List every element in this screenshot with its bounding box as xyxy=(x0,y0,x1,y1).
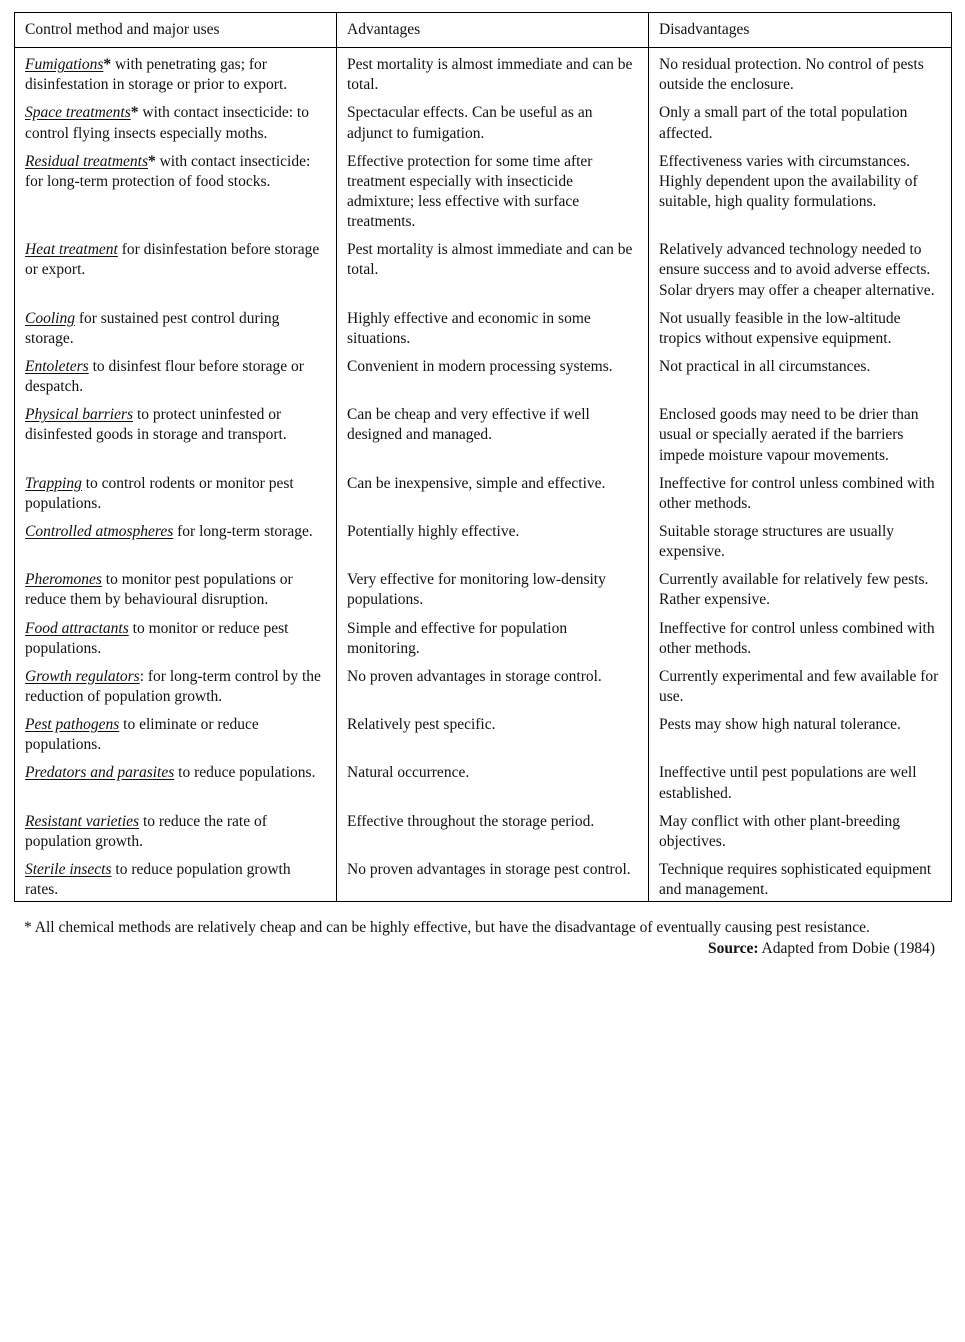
cell-control-method xyxy=(15,660,337,708)
cell-control-method xyxy=(15,467,337,515)
cell-disadvantages: Ineffective until pest populations are well established. xyxy=(649,756,952,804)
cell-advantages: Simple and effective for population monitoring. xyxy=(337,612,649,660)
method-description: to reduce the rate of population growth. xyxy=(25,812,267,850)
cell-control-method xyxy=(15,563,337,611)
method-term: Trapping xyxy=(25,474,82,492)
cell-disadvantages: Suitable storage structures are usually expensive. xyxy=(649,515,952,563)
table-row xyxy=(15,515,952,563)
cell-control-method xyxy=(15,515,337,563)
method-term: Residual treatments xyxy=(25,152,148,170)
cell-advantages: Pest mortality is almost immediate and can be total. xyxy=(337,48,649,97)
method-term: Resistant varieties xyxy=(25,812,140,830)
cell-advantages: Can be inexpensive, simple and effective. xyxy=(337,467,649,515)
table-row xyxy=(15,48,952,97)
table-row xyxy=(15,145,952,234)
method-description: for sustained pest control during storage. xyxy=(25,309,280,347)
cell-disadvantages: Ineffective for control unless combined with other methods. xyxy=(649,467,952,515)
cell-disadvantages: Currently experimental and few available for use. xyxy=(649,660,952,708)
cell-disadvantages: No residual protection. No control of pests outside the enclosure. xyxy=(649,48,952,97)
method-term: Pheromones xyxy=(25,571,102,589)
table-row xyxy=(15,853,952,902)
method-term: Cooling xyxy=(25,309,75,327)
method-description: to reduce populations. xyxy=(174,764,316,782)
method-term: Heat treatment xyxy=(25,241,118,259)
cell-advantages: Effective protection for some time after treatment especially with insecticide admixture; less effective with surface treatments. xyxy=(337,145,649,234)
table-row xyxy=(15,350,952,398)
cell-disadvantages: Relatively advanced technology needed to ensure success and to avoid adverse effects. Solar dryers may offer a cheaper alternative. xyxy=(649,233,952,301)
method-term: Space treatments xyxy=(25,104,131,122)
footnote-text: * All chemical methods are relatively cheap and can be highly effective, but have the disadvantage of eventually causing pest resistance. xyxy=(24,919,870,937)
cell-advantages: Convenient in modern processing systems. xyxy=(337,350,649,398)
table-row xyxy=(15,805,952,853)
table-row xyxy=(15,302,952,350)
cell-control-method xyxy=(15,302,337,350)
cell-control-method xyxy=(15,805,337,853)
cell-control-method xyxy=(15,708,337,756)
method-description: to monitor pest populations or reduce them by behavioural disruption. xyxy=(25,571,293,609)
method-description: to reduce population growth rates. xyxy=(25,860,291,899)
cell-advantages: Relatively pest specific. xyxy=(337,708,649,756)
table-body xyxy=(15,48,952,902)
table-row xyxy=(15,233,952,301)
source-value: Adapted from Dobie (1984) xyxy=(758,940,935,958)
method-description: with penetrating gas; for disinfestation in storage or prior to export. xyxy=(25,56,288,94)
table-row xyxy=(15,467,952,515)
cell-disadvantages: Enclosed goods may need to be drier than usual or specially aerated if the barriers impede moisture vapour movements. xyxy=(649,398,952,466)
cell-control-method xyxy=(15,853,337,902)
cell-disadvantages: Ineffective for control unless combined with other methods. xyxy=(649,612,952,660)
cell-advantages: No proven advantages in storage control. xyxy=(337,660,649,708)
method-term: Physical barriers xyxy=(25,406,134,424)
table-row xyxy=(15,708,952,756)
cell-advantages: Effective throughout the storage period. xyxy=(337,805,649,853)
control-methods-table xyxy=(14,12,952,902)
cell-control-method xyxy=(15,350,337,398)
source-attribution xyxy=(708,939,935,960)
cell-disadvantages: Currently available for relatively few pests. Rather expensive. xyxy=(649,563,952,611)
method-description: to control rodents or monitor pest populations. xyxy=(25,474,294,512)
cell-control-method xyxy=(15,145,337,234)
table-row xyxy=(15,563,952,611)
cell-disadvantages: Not usually feasible in the low-altitude tropics without expensive equipment. xyxy=(649,302,952,350)
footnote-marker: * xyxy=(103,56,112,74)
method-description: to eliminate or reduce populations. xyxy=(25,716,259,754)
method-description: with contact insecticide: for long-term protection of food stocks. xyxy=(25,152,311,190)
cell-advantages: Spectacular effects. Can be useful as an adjunct to fumigation. xyxy=(337,96,649,144)
cell-advantages: Pest mortality is almost immediate and can be total. xyxy=(337,233,649,301)
cell-advantages: Natural occurrence. xyxy=(337,756,649,804)
method-term: Pest pathogens xyxy=(25,716,120,734)
footnote-marker: * xyxy=(147,152,156,170)
method-term: Controlled atmospheres xyxy=(25,522,174,540)
cell-control-method xyxy=(15,756,337,804)
source-label: Source: xyxy=(707,940,759,958)
method-description: for long-term storage. xyxy=(173,522,313,540)
table-row xyxy=(15,398,952,466)
footnote-marker: * xyxy=(130,104,139,122)
cell-disadvantages: Not practical in all circumstances. xyxy=(649,350,952,398)
cell-control-method xyxy=(15,612,337,660)
table-header-row xyxy=(15,13,952,48)
cell-advantages: Can be cheap and very effective if well designed and managed. xyxy=(337,398,649,466)
cell-control-method xyxy=(15,398,337,466)
method-term: Fumigations xyxy=(25,56,104,74)
cell-advantages: Very effective for monitoring low-density populations. xyxy=(337,563,649,611)
cell-control-method xyxy=(15,96,337,144)
method-term: Entoleters xyxy=(25,357,89,375)
method-description: to monitor or reduce pest populations. xyxy=(25,619,289,657)
method-term: Growth regulators xyxy=(25,667,140,685)
cell-advantages: Highly effective and economic in some situations. xyxy=(337,302,649,350)
cell-advantages: No proven advantages in storage pest control. xyxy=(337,853,649,902)
table-row xyxy=(15,612,952,660)
method-description: to protect uninfested or disinfested goods in storage and transport. xyxy=(25,406,287,444)
cell-disadvantages: Effectiveness varies with circumstances. Highly dependent upon the availability of suitable, high quality formulations. xyxy=(649,145,952,234)
cell-disadvantages: Pests may show high natural tolerance. xyxy=(649,708,952,756)
method-term: Sterile insects xyxy=(25,860,112,878)
cell-advantages: Potentially highly effective. xyxy=(337,515,649,563)
column-header-disadvantages: Disadvantages xyxy=(649,13,952,48)
method-term: Food attractants xyxy=(25,619,129,637)
method-term: Predators and parasites xyxy=(25,764,175,782)
table-row xyxy=(15,756,952,804)
table-row xyxy=(15,660,952,708)
column-header-method: Control method and major uses xyxy=(15,13,337,48)
method-description: to disinfest flour before storage or despatch. xyxy=(25,357,304,396)
column-header-advantages: Advantages xyxy=(337,13,649,48)
cell-disadvantages: Only a small part of the total population affected. xyxy=(649,96,952,144)
footnote xyxy=(14,918,951,960)
method-description: with contact insecticide: to control flying insects especially moths. xyxy=(25,104,309,142)
cell-control-method xyxy=(15,48,337,97)
cell-disadvantages: Technique requires sophisticated equipment and management. xyxy=(649,853,952,902)
table-header xyxy=(15,13,952,48)
cell-disadvantages: May conflict with other plant-breeding objectives. xyxy=(649,805,952,853)
method-description: for disinfestation before storage or export. xyxy=(25,241,320,279)
method-description: : for long-term control by the reduction of population growth. xyxy=(25,667,321,705)
cell-control-method xyxy=(15,233,337,301)
table-row xyxy=(15,96,952,144)
